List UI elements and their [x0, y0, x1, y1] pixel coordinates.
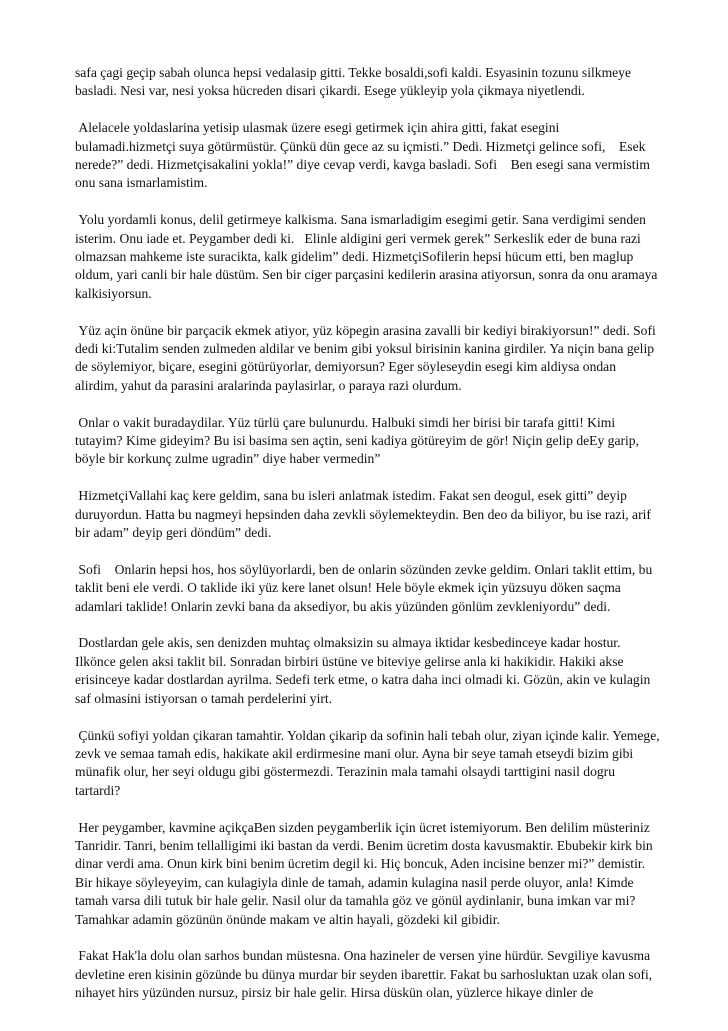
paragraph-5: Onlar o vakit buradaydilar. Yüz türlü çare bulunurdu. Halbuki simdi her birisi bir tarafa gitti! Kimi tutayim? Kime gideyim? Bu isi basima sen açtin, seni kadiya götüreyim de gör! Niçin gelip deEy garip, böyle bir korkunç zulme ugradin” diye haber vermedin” [75, 414, 643, 467]
paragraph-1: safa çagi geçip sabah olunca hepsi vedalasip gitti. Tekke bosaldi,sofi kaldi. Esyasinin tozunu silkmeye basladi. Nesi var, nesi yoksa hücreden disari çikardi. Esege yükleyip yola çikmaya niyetlendi. [75, 65, 635, 99]
paragraph-11: Fakat Hak'la dolu olan sarhos bundan müstesna. Ona hazineler de versen yine hürdür. Sevgiliye kavusma devletine eren kisinin gözünde bu dünya murdar bir seyden ibarettir. Fakat bu sarhosluktan uzak olan sofi, nihayet hirs yüzünden nursuz, pirsiz bir hale gelir. Hirsa düskün olan, yüzlerce hikaye dinler de [75, 948, 656, 1001]
paragraph-9: Çünkü sofiyi yoldan çikaran tamahtir. Yoldan çikarip da sofinin hali tebah olur, ziyan içinde kalir. Yemege, zevk ve semaa tamah edis, hakikate akil erdirmesine mani olur. Ayna bir seye tamah etseydi bizim gibi münafik olur, her seyi oldugu gibi göstermezdi. Terazinin mala tamahi olsaydi tarttigini nasil dogru tartardi? [75, 727, 664, 798]
paragraph-8: Dostlardan gele akis, sen denizden muhtaç olmaksizin su almaya iktidar kesbedinceye kadar hostur. Ilkönce gelen aksi taklit bil. Sonradan birbiri üstüne ve biteviye gelirse anla ki hakikidir. Hakiki akse erisinceye kadar dostlardan ayrilma. Sedefi terk etme, o katra daha inci olmadi ki. Gözün, akin ve kulagin saf olmasini istiyorsan o tamah perdelerini yirt. [75, 635, 654, 706]
paragraph-2: Alelacele yoldaslarina yetisip ulasmak üzere esegi getirmek için ahira gitti, fakat esegini bulamadi.hizmetçi suya götürmüstür. Çünkü dün gece az su içmisti.” Dedi. Hizmetçi gelince sofi, Esek nerede?” dedi. Hizmetçisakalini yokla!” diye cevap verdi, kavga basladi. Sofi Ben esegi sana vermistim onu sana ismarlamistim. [75, 120, 654, 191]
document-page [75, 64, 664, 1003]
paragraph-4: Yüz açin önüne bir parçacik ekmek atiyor, yüz köpegin arasina zavalli bir kediyi birakiyorsun!” dedi. Sofi dedi ki:Tutalim senden zulmeden aldilar ve benim gibi yoksul birisinin kanina girdiler. Ya niçin bana gelip de söylemiyor, biçare, esegini götürüyorlar, demiyorsun? Eger söyleseydin esegi kim aldiysa ondan alirdim, yahut da parasini aralarinda paylasirlar, o paraya razi olurdum. [75, 322, 660, 393]
paragraph-10: Her peygamber, kavmine açikçaBen sizden peygamberlik için ücret istemiyorum. Ben delilim müsteriniz Tanridir. Tanri, benim tellalligimi iki bastan da verdi. Benim ücretim dosta kavusmaktir. Ebubekir kirk bin dinar verdi ama. Onun kirk bini benim ücretim degil ki. Hiç boncuk, Aden incisine benzer mi?” demistir. Bir hikaye söyleyeyim, can kulagiyla dinle de tamah, adamin kulagina nasil perde oluyor, anla! Kimde tamah varsa dili tutuk bir hale gelir. Nasil olur da tamahla göz ve gönül aydinlanir, buna imkan var mi? Tamahkar adamin gözünün önünde makam ve altin hayali, gözdeki kil gibidir. [75, 819, 657, 927]
paragraph-7: Sofi Onlarin hepsi hos, hos söylüyorlardi, ben de onlarin sözünden zevke geldim. Onlari taklit ettim, bu taklit beni ele verdi. O taklide iki yüz kere lanet olsun! Hele böyle ekmek için yüzsuyu döken saçma adamlari taklide! Onlarin zevki bana da aksediyor, bu akis yüzünden gönlüm zevkleniyordu” dedi. [75, 561, 656, 614]
paragraph-6: HizmetçiVallahi kaç kere geldim, sana bu isleri anlatmak istedim. Fakat sen deogul, esek gitti” deyip duruyordun. Hatta bu nagmeyi hepsinden daha zevkli söylemekteydin. Ben deo da biliyor, bu ise razi, arif bir adam” deyip geri döndüm” dedi. [75, 488, 655, 541]
paragraph-3: Yolu yordamli konus, delil getirmeye kalkisma. Sana ismarladigim esegimi getir. Sana verdigimi senden isterim. Onu iade et. Peygamber dedi ki. Elinle aldigini geri vermek gerek” Serkeslik eder de buna razi olmazsan mahkeme iste suracikta, kalk gidelim” dedi. HizmetçiSofilerin hepsi hücum etti, ben maglup oldum, yari canli bir hale düstüm. Sen bir ciger parçasini kedilerin arasina atiyorsun, sonra da onu aramaya kalkisiyorsun. [75, 212, 661, 301]
